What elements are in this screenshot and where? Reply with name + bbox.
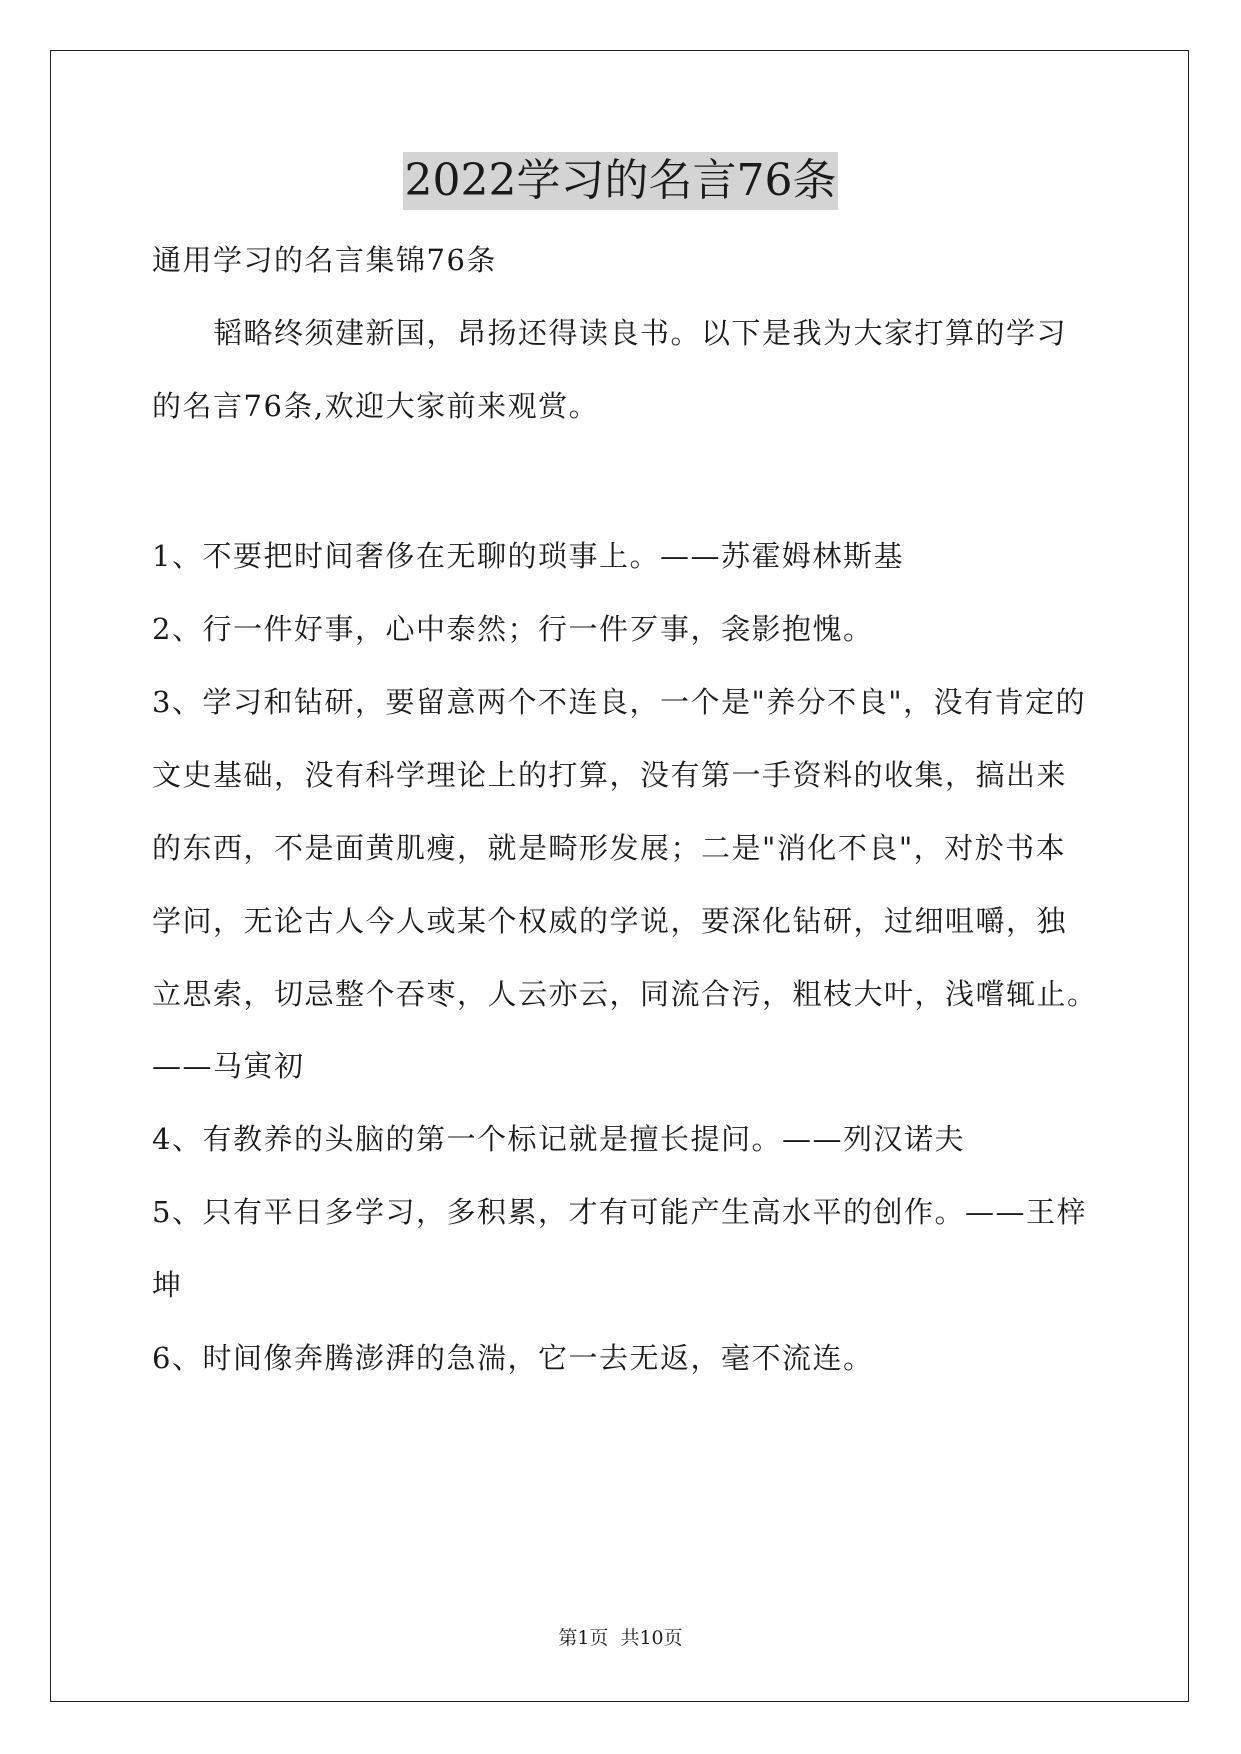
quote-line: 学问，无论古人今人或某个权威的学说，要深化钻研，过细咀嚼，独 <box>152 904 1068 938</box>
quote-line: 的东西，不是面黄肌瘦，就是畸形发展；二是"消化不良"，对於书本 <box>152 831 1067 865</box>
page-total: 共10页 <box>620 1627 683 1649</box>
quote-line: 坤 <box>152 1268 183 1302</box>
quote-line: 2、行一件好事，心中泰然；行一件歹事，衾影抱愧。 <box>152 612 874 646</box>
intro-line: 韬略终须建新国，昂扬还得读良书。以下是我为大家打算的学习 <box>152 316 1068 350</box>
page-footer <box>0 1626 1241 1650</box>
quote-line: 立思索，切忌整个吞枣，人云亦云，同流合污，粗枝大叶，浅嚐辄止。 <box>152 977 1098 1011</box>
title-area <box>0 152 1241 210</box>
quote-line: 5、只有平日多学习，多积累，才有可能产生高水平的创作。——王梓 <box>152 1195 1087 1229</box>
page-number: 第1页 <box>558 1627 609 1649</box>
subtitle: 通用学习的名言集锦76条 <box>152 243 497 277</box>
quote-line: 3、学习和钻研，要留意两个不连良，一个是"养分不良"，没有肯定的 <box>152 685 1087 719</box>
quote-line: 6、时间像奔腾澎湃的急湍，它一去无返，毫不流连。 <box>152 1341 874 1375</box>
quote-line: 文史基础，没有科学理论上的打算，没有第一手资料的收集，搞出来 <box>152 758 1068 792</box>
quote-line: ——马寅初 <box>152 1049 305 1083</box>
page-border <box>50 50 1189 1702</box>
document-title: 2022学习的名言76条 <box>403 152 839 210</box>
quote-line: 1、不要把时间奢侈在无聊的琐事上。——苏霍姆林斯基 <box>152 539 904 573</box>
intro-line: 的名言76条,欢迎大家前来观赏。 <box>152 389 600 423</box>
quote-line: 4、有教养的头脑的第一个标记就是擅长提问。——列汉诺夫 <box>152 1122 965 1156</box>
